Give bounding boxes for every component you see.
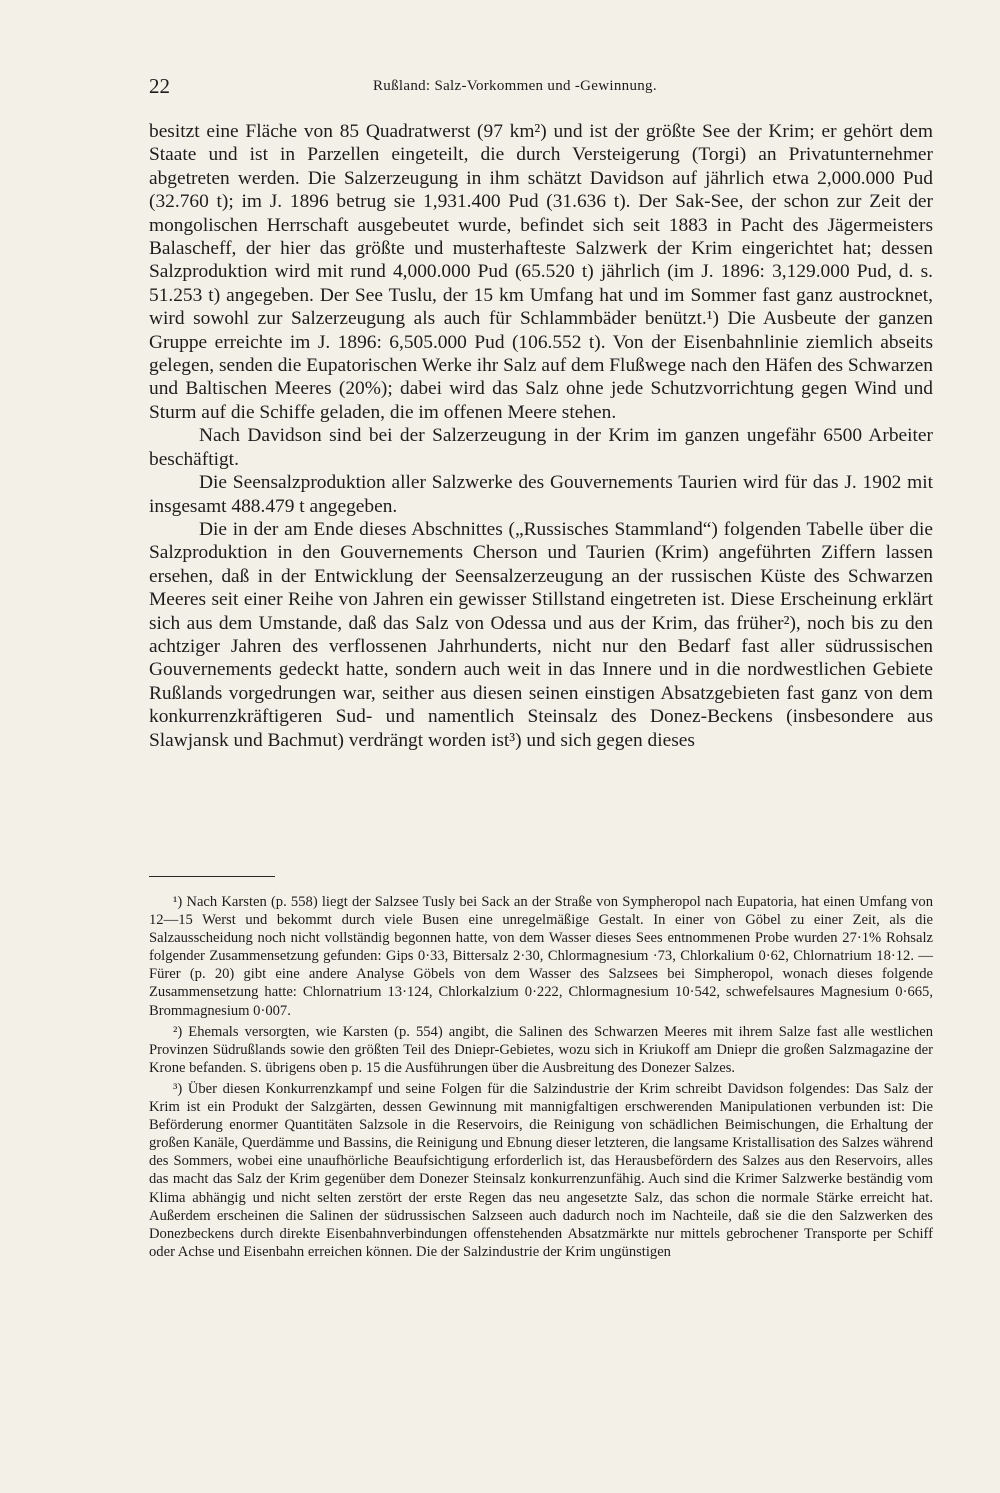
running-head: Rußland: Salz-Vorkommen und -Gewinnung. — [373, 78, 657, 94]
footnote-2: ²) Ehemals versorgten, wie Karsten (p. 554) angibt, die Salinen des Schwarzen Meeres mit ihrem Salze fast alle westlichen Provinzen Südrußlands sowie den größten Teil des Dniepr-Gebietes, wozu sich in Kriukoff am Dniepr die großen Salzmagazine der Krone befanden. S. übrigens oben p. 15 die Ausführungen über die Ausbreitung des Donezer Salzes. — [149, 1023, 933, 1076]
footnote-1: ¹) Nach Karsten (p. 558) liegt der Salzsee Tusly bei Sack an der Straße von Sympheropol nach Eupatoria, hat einen Umfang von 12—15 Werst und bekommt durch viele Busen eine unregelmäßige Gestalt. In einer von Göbel zu einer Zeit, als die Salzausscheidung noch nicht vollständig begonnen hatte, von dem Wasser dieses Sees entnommenen Probe wurden 27·1% Rohsalz folgender Zusammensetzung gefunden: Gips 0·33, Bittersalz 2·30, Chlormagnesium ·73, Chlorkalium 0·62, Chlornatrium 18·12. — Fürer (p. 20) gibt eine andere Analyse Göbels von dem Wasser des Salzsees bei Simpheropol, wonach dieses folgende Zusammensetzung hatte: Chlornatrium 13·124, Chlorkalzium 0·222, Chlormagnesium 10·542, schwefelsaures Magnesium 0·665, Brommagnesium 0·007. — [149, 894, 933, 1019]
page-number: 22 — [149, 74, 170, 98]
footnote-3: ³) Über diesen Konkurrenzkampf und seine Folgen für die Salzindustrie der Krim schreibt Davidson folgendes: Das Salz der Krim ist ein Produkt der Salzgärten, dessen Gewinnung mit mannigfaltigen erschwerenden Manipulationen verbunden ist: Die Beförderung enormer Quantitäten Salzsole in die Reservoirs, die Reinigung von schädlichen Beimischungen, die Erhaltung der großen Kanäle, Querdämme und Bassins, die Reinigung und Ebnung dieser letzteren, die langsame Kristallisation des Salzes während des Sommers, wobei eine unaufhörliche Beaufsichtigung erforderlich ist, das Herausbefördern des Salzes aus den Reservoirs, alles das macht das Salz der Krim gegenüber dem Donezer Steinsalz konkurrenzunfähig. Auch sind die Krimer Salzwerke beständig vom Klima abhängig und nicht selten zerstört der erste Regen das neu angesetzte Salz, das schon die normale Stärke erreicht hat. Außerdem erscheinen die Salinen der südrussischen Salzseen auch dadurch noch im Nachteile, daß sie die den Salzwerken des Donezbeckens durch direkte Eisenbahnverbindungen offenstehenden Absatzmärkte nur mittels gebrochener Transporte per Schiff oder Achse und Eisenbahn erreichen können. Die der Salzindustrie der Krim ungünstigen — [149, 1080, 933, 1260]
paragraph: besitzt eine Fläche von 85 Quadratwerst (97 km²) und ist der größte See der Krim; er gehört dem Staate und ist in Parzellen eingeteilt, die durch Versteigerung (Torgi) an Privatunternehmer abgetreten werden. Die Salzerzeugung in ihm schätzt Davidson auf jährlich etwa 2,000.000 Pud (32.760 t); im J. 1896 betrug sie 1,931.400 Pud (31.636 t). Der Sak-See, der schon zur Zeit der mongolischen Herrschaft ausgebeutet wurde, befindet sich seit 1883 in Pacht des Jägermeisters Balascheff, der hier das größte und musterhafteste Salzwerk der Krim eingerichtet hat; dessen Salzproduktion wird mit rund 4,000.000 Pud (65.520 t) jährlich (im J. 1896: 3,129.000 Pud, d. s. 51.253 t) angegeben. Der See Tuslu, der 15 km Umfang hat und im Sommer fast ganz austrocknet, wird sowohl zur Salzerzeugung als auch für Schlammbäder benützt.¹) Die Ausbeute der ganzen Gruppe erreichte im J. 1896: 6,505.000 Pud (106.552 t). Von der Eisenbahnlinie ziemlich abseits gelegen, senden die Eupatorischen Werke ihr Salz auf dem Flußwege nach den Häfen des Schwarzen und Baltischen Meeres (20%); dabei wird das Salz ohne jede Schutzvorrichtung gegen Wind und Sturm auf die Schiffe geladen, die im offenen Meere stehen. — [149, 121, 933, 423]
paragraph: Nach Davidson sind bei der Salzerzeugung in der Krim im ganzen ungefähr 6500 Arbeiter beschäftigt. — [149, 425, 933, 470]
footnotes — [149, 893, 933, 1261]
main-text — [149, 120, 933, 752]
page-header — [149, 74, 925, 100]
paragraph: Die in der am Ende dieses Abschnittes („Russisches Stammland“) folgenden Tabelle über die Salzproduktion in den Gouvernements Cherson und Taurien (Krim) angeführten Ziffern lassen ersehen, daß in der Entwicklung der Seensalzerzeugung an der russischen Küste des Schwarzen Meeres seit einer Reihe von Jahren ein gewisser Stillstand eingetreten ist. Diese Erscheinung erklärt sich aus dem Umstande, daß das Salz von Odessa und aus der Krim, das früher²), noch bis zu den achtziger Jahren des verflossenen Jahrhunderts, nicht nur den Bedarf fast aller südrussischen Gouvernements gedeckt hatte, sondern auch weit in das Innere und in die nordwestlichen Gebiete Rußlands vorgedrungen war, seither aus diesen seinen einstigen Absatzgebieten fast ganz von dem konkurrenzkräftigeren Sud- und namentlich Steinsalz des Donez-Beckens (insbesondere aus Slawjansk und Bachmut) verdrängt worden ist³) und sich gegen dieses — [149, 518, 933, 751]
paragraph: Die Seensalzproduktion aller Salzwerke des Gouvernements Taurien wird für das J. 1902 mit insgesamt 488.479 t angegeben. — [149, 472, 933, 517]
footnote-divider — [149, 876, 275, 877]
